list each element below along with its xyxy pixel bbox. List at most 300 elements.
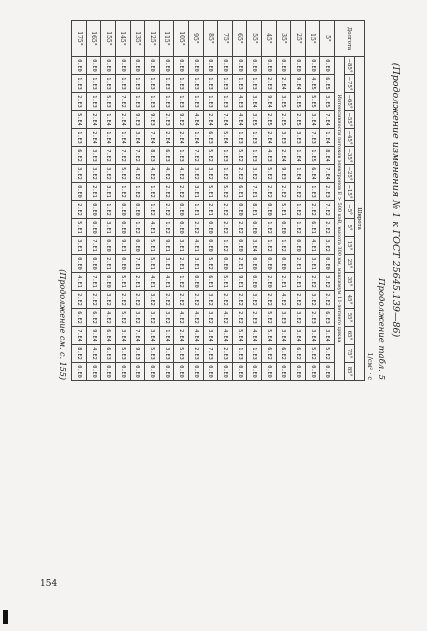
flux-cell: 3.E2 — [145, 309, 160, 327]
flux-cell: 1.E3 — [247, 345, 262, 363]
table-row — [247, 21, 262, 381]
flux-cell: 1.E5 — [305, 147, 320, 165]
latitude-cell: −55° — [346, 112, 353, 127]
flux-cell: 1.E3 — [159, 93, 174, 111]
flux-cell: 2.E3 — [218, 345, 233, 363]
flux-cell: 3.E2 — [305, 291, 320, 309]
flux-cell: 2.E2 — [291, 291, 306, 309]
flux-cell: 0.E0 — [305, 363, 320, 381]
flux-cell: 2.E2 — [159, 183, 174, 201]
flux-cell: 1.E3 — [305, 183, 320, 201]
flux-cell: 2.E2 — [72, 291, 87, 309]
flux-cell: 1.E2 — [218, 237, 233, 255]
flux-cell: 4.E2 — [145, 165, 160, 183]
longitude-header: Долгота — [335, 21, 365, 57]
flux-cell: 0.E0 — [86, 363, 101, 381]
table-row — [86, 21, 101, 381]
page-number: 154 — [40, 579, 58, 589]
flux-cell: 3.E2 — [72, 165, 87, 183]
latitude-cell: 75° — [345, 345, 355, 363]
flux-cell: 2.E3 — [159, 111, 174, 129]
table-subheader: Интенсивности потоков электронов E > 500 кэВ, высота 300 км, максимум 11-летнего цикла — [335, 57, 345, 381]
flux-cell: 2.E2 — [232, 165, 247, 183]
flux-cell: 5.E2 — [116, 309, 131, 327]
flux-cell: 0.E0 — [130, 201, 145, 219]
flux-cell: 3.E2 — [189, 165, 204, 183]
flux-cell: 0.E0 — [174, 201, 189, 219]
flux-cell: 3.E1 — [189, 183, 204, 201]
flux-cell: 0.E0 — [218, 255, 233, 273]
flux-cell: 5.E4 — [218, 129, 233, 147]
flux-cell: 5.E2 — [320, 345, 335, 363]
flux-cell: 0.E0 — [72, 183, 87, 201]
table-row — [262, 21, 277, 381]
flux-cell: 5.E1 — [276, 201, 291, 219]
flux-cell: 2.E4 — [159, 129, 174, 147]
flux-cell: 3.E4 — [130, 129, 145, 147]
flux-cell: 7.E2 — [101, 147, 116, 165]
flux-cell: 5.E3 — [174, 345, 189, 363]
flux-cell: 2.E2 — [116, 291, 131, 309]
table-row — [159, 21, 174, 381]
flux-cell: 7.E3 — [203, 345, 218, 363]
flux-cell: 9.E2 — [174, 111, 189, 129]
flux-cell: 0.E0 — [232, 363, 247, 381]
flux-cell: 5.E1 — [145, 237, 160, 255]
latitude-cell: −85° — [346, 58, 353, 73]
flux-cell: 0.E0 — [291, 363, 306, 381]
flux-cell: 0.E0 — [116, 57, 131, 75]
table-row — [203, 21, 218, 381]
flux-cell: 1.E4 — [189, 129, 204, 147]
longitude-cell: 105° — [174, 21, 189, 57]
flux-cell: 9.E1 — [116, 237, 131, 255]
flux-cell: 2.E4 — [262, 129, 277, 147]
flux-cell: 3.E4 — [320, 327, 335, 345]
flux-cell: 0.E0 — [247, 57, 262, 75]
flux-cell: 0.E0 — [72, 57, 87, 75]
flux-cell: 3.E3 — [159, 345, 174, 363]
flux-cell: 5.E2 — [232, 147, 247, 165]
flux-cell: 5.E3 — [116, 345, 131, 363]
latitude-cell: −15° — [346, 184, 353, 199]
flux-cell: 3.E2 — [320, 237, 335, 255]
flux-cell: 1.E3 — [232, 345, 247, 363]
flux-cell: 0.E0 — [232, 57, 247, 75]
longitude-cell: 45° — [262, 21, 277, 57]
flux-cell: 3.E1 — [101, 219, 116, 237]
flux-cell: 3.E1 — [189, 255, 204, 273]
flux-cell: 2.E2 — [276, 183, 291, 201]
flux-cell: 1.E4 — [101, 129, 116, 147]
flux-table — [71, 20, 365, 381]
table-body — [72, 21, 335, 381]
flux-cell: 3.E2 — [101, 165, 116, 183]
latitude-cell: 85° — [345, 363, 355, 381]
flux-cell: 3.E3 — [291, 129, 306, 147]
table-row — [320, 21, 335, 381]
flux-cell: 1.E3 — [174, 93, 189, 111]
flux-cell: 0.E0 — [262, 255, 277, 273]
flux-cell: 1.E3 — [203, 75, 218, 93]
flux-cell: 3.E5 — [276, 93, 291, 111]
flux-cell: 4.E2 — [189, 309, 204, 327]
flux-cell: 1.E3 — [232, 129, 247, 147]
flux-cell: 0.E0 — [116, 255, 131, 273]
flux-cell: 2.E2 — [232, 309, 247, 327]
flux-cell: 7.E4 — [72, 327, 87, 345]
flux-cell: 9.E3 — [130, 111, 145, 129]
flux-cell: 2.E5 — [262, 111, 277, 129]
flux-cell: 2.E2 — [232, 291, 247, 309]
flux-cell: 5.E1 — [218, 273, 233, 291]
flux-cell: 4.E2 — [101, 309, 116, 327]
flux-cell: 3.E2 — [130, 309, 145, 327]
flux-cell: 3.E4 — [145, 327, 160, 345]
flux-cell: 0.E0 — [116, 201, 131, 219]
latitude-cell: 35° — [345, 273, 355, 291]
flux-cell: 6.E2 — [86, 309, 101, 327]
flux-cell: 5.E2 — [262, 165, 277, 183]
flux-cell: 0.E0 — [174, 57, 189, 75]
flux-cell: 5.E2 — [262, 309, 277, 327]
flux-cell: 1.E4 — [291, 147, 306, 165]
flux-cell: 0.E0 — [247, 255, 262, 273]
flux-cell: 0.E0 — [130, 57, 145, 75]
flux-cell: 1.E2 — [116, 183, 131, 201]
flux-cell: 2.E2 — [174, 183, 189, 201]
flux-cell: 0.E0 — [262, 201, 277, 219]
flux-cell: 2.E4 — [116, 111, 131, 129]
flux-cell: 2.E3 — [262, 75, 277, 93]
flux-cell: 0.E0 — [232, 237, 247, 255]
flux-cell: 1.E3 — [72, 129, 87, 147]
longitude-cell: 145° — [116, 21, 131, 57]
flux-cell: 1.E2 — [291, 219, 306, 237]
flux-cell: 2.E1 — [130, 273, 145, 291]
flux-cell: 0.E0 — [101, 273, 116, 291]
flux-cell: 3.E2 — [320, 273, 335, 291]
flux-cell: 0.E0 — [116, 219, 131, 237]
flux-cell: 4.E4 — [247, 327, 262, 345]
flux-cell: 4.E1 — [159, 273, 174, 291]
flux-cell: 1.E3 — [232, 75, 247, 93]
table-row — [130, 21, 145, 381]
flux-cell: 0.E0 — [320, 255, 335, 273]
flux-cell: 4.E4 — [218, 327, 233, 345]
flux-cell: 1.E4 — [320, 129, 335, 147]
flux-cell: 2.E2 — [189, 291, 204, 309]
flux-cell: 2.E2 — [262, 183, 277, 201]
flux-cell: 2.E1 — [174, 255, 189, 273]
flux-cell: 2.E2 — [130, 291, 145, 309]
flux-cell: 0.E0 — [101, 237, 116, 255]
flux-cell: 1.E3 — [203, 93, 218, 111]
flux-cell: 1.E2 — [130, 219, 145, 237]
table-row — [101, 21, 116, 381]
flux-cell: 2.E3 — [305, 309, 320, 327]
table-continued-label: Продолжение табл. 5 — [376, 278, 386, 380]
flux-cell: 9.E3 — [276, 165, 291, 183]
unit-label: 1/см² · с — [366, 352, 374, 380]
flux-cell: 2.E1 — [203, 201, 218, 219]
longitude-cell: 95° — [189, 21, 204, 57]
flux-cell: 3.E4 — [305, 327, 320, 345]
flux-cell: 3.E1 — [305, 255, 320, 273]
flux-cell: 1.E2 — [145, 201, 160, 219]
flux-cell: 6.E3 — [203, 129, 218, 147]
flux-cell: 6.E5 — [320, 75, 335, 93]
flux-cell: 1.E2 — [276, 237, 291, 255]
flux-cell: 2.E0 — [262, 273, 277, 291]
flux-cell: 1.E2 — [101, 201, 116, 219]
flux-cell: 0.E0 — [86, 255, 101, 273]
flux-cell: 5.E2 — [305, 345, 320, 363]
flux-cell: 0.E0 — [174, 219, 189, 237]
table-row — [116, 21, 131, 381]
flux-cell: 2.E2 — [86, 291, 101, 309]
longitude-cell: 25° — [291, 21, 306, 57]
flux-cell: 1.E1 — [189, 201, 204, 219]
flux-cell: 5.E5 — [291, 93, 306, 111]
flux-cell: 1.E2 — [218, 165, 233, 183]
flux-cell: 8.E1 — [247, 201, 262, 219]
flux-cell: 6.E1 — [305, 219, 320, 237]
flux-cell: 1.E2 — [130, 183, 145, 201]
flux-cell: 0.E0 — [247, 363, 262, 381]
flux-cell: 6.E3 — [159, 147, 174, 165]
flux-cell: 9.E3 — [130, 345, 145, 363]
flux-cell: 1.E3 — [247, 129, 262, 147]
flux-cell: 1.E4 — [101, 111, 116, 129]
flux-cell: 1.E3 — [174, 147, 189, 165]
flux-cell: 5.E1 — [72, 219, 87, 237]
flux-cell: 3.E5 — [320, 93, 335, 111]
flux-cell: 2.E2 — [232, 219, 247, 237]
flux-cell: 3.E3 — [276, 129, 291, 147]
flux-cell: 7.E2 — [116, 147, 131, 165]
flux-cell: 3.E3 — [86, 147, 101, 165]
corner-mark — [3, 610, 8, 624]
flux-cell: 1.E2 — [291, 201, 306, 219]
flux-cell: 3.E2 — [203, 165, 218, 183]
flux-cell: 3.E4 — [247, 237, 262, 255]
longitude-cell: 175° — [72, 21, 87, 57]
flux-cell: 0.E0 — [203, 57, 218, 75]
flux-cell: 7.E4 — [218, 111, 233, 129]
flux-cell: 2.E2 — [189, 219, 204, 237]
flux-cell: 2.E1 — [86, 183, 101, 201]
flux-cell: 0.E0 — [291, 57, 306, 75]
flux-cell: 2.E2 — [174, 291, 189, 309]
flux-cell: 8.E2 — [72, 345, 87, 363]
flux-cell: 2.E4 — [86, 129, 101, 147]
latitude-cell: −75° — [346, 76, 353, 91]
flux-cell: 5.E5 — [305, 93, 320, 111]
flux-cell: 3.E2 — [101, 291, 116, 309]
flux-cell: 0.E0 — [320, 363, 335, 381]
flux-cell: 7.E4 — [320, 111, 335, 129]
flux-cell: 5.E1 — [145, 255, 160, 273]
flux-cell: 7.E4 — [320, 165, 335, 183]
flux-cell: 1.E3 — [189, 75, 204, 93]
flux-cell: 4.E1 — [145, 219, 160, 237]
flux-cell: 1.E3 — [145, 93, 160, 111]
flux-cell: 2.E2 — [72, 201, 87, 219]
flux-cell: 4.E3 — [232, 93, 247, 111]
flux-cell: 1.E2 — [159, 219, 174, 237]
flux-cell: 0.E0 — [130, 237, 145, 255]
flux-cell: 1.E3 — [174, 75, 189, 93]
flux-cell: 2.E1 — [291, 273, 306, 291]
flux-cell: 7.E2 — [320, 201, 335, 219]
flux-cell: 6.E2 — [291, 345, 306, 363]
flux-cell: 4.E2 — [276, 291, 291, 309]
flux-cell: 0.E0 — [189, 273, 204, 291]
flux-cell: 1.E3 — [159, 75, 174, 93]
flux-cell: 5.E4 — [232, 327, 247, 345]
flux-cell: 4.E2 — [174, 165, 189, 183]
flux-cell: 2.E4 — [174, 129, 189, 147]
page-header: (Продолжение изменения № 1 к ГОСТ 25645.139—86) — [390, 62, 401, 338]
flux-cell: 2.E3 — [72, 93, 87, 111]
longitude-cell: 35° — [276, 21, 291, 57]
flux-cell: 2.E2 — [305, 273, 320, 291]
flux-cell: 5.E4 — [262, 327, 277, 345]
table-row — [189, 21, 204, 381]
flux-cell: 2.E5 — [291, 111, 306, 129]
flux-cell: 0.E0 — [72, 255, 87, 273]
flux-cell: 0.E0 — [276, 57, 291, 75]
flux-cell: 0.E0 — [174, 363, 189, 381]
flux-cell: 9.E4 — [291, 75, 306, 93]
latitude-cell: −35° — [346, 148, 353, 163]
flux-cell: 7.E2 — [116, 93, 131, 111]
flux-cell: 4.E2 — [130, 165, 145, 183]
flux-cell: 0.E0 — [145, 57, 160, 75]
flux-cell: 0.E0 — [276, 255, 291, 273]
flux-cell: 1.E3 — [116, 75, 131, 93]
flux-cell: 3.E3 — [276, 309, 291, 327]
flux-cell: 0.E0 — [218, 57, 233, 75]
longitude-cell: 5° — [320, 21, 335, 57]
flux-cell: 2.E2 — [159, 201, 174, 219]
latitude-cell: 5° — [345, 219, 355, 237]
flux-cell: 2.E2 — [218, 291, 233, 309]
flux-cell: 6.E4 — [305, 165, 320, 183]
longitude-cell: 85° — [203, 21, 218, 57]
flux-cell: 9.E4 — [262, 93, 277, 111]
flux-cell: 7.E1 — [130, 255, 145, 273]
flux-cell: 0.E0 — [276, 219, 291, 237]
flux-cell: 3.E2 — [247, 165, 262, 183]
flux-cell: 0.E0 — [72, 363, 87, 381]
flux-cell: 3.E2 — [86, 165, 101, 183]
flux-cell: 4.E2 — [159, 165, 174, 183]
longitude-cell: 135° — [130, 21, 145, 57]
table-row — [145, 21, 160, 381]
flux-cell: 7.E4 — [130, 327, 145, 345]
flux-cell: 9.E4 — [86, 327, 101, 345]
flux-cell: 0.E0 — [203, 219, 218, 237]
flux-cell: 6.E2 — [276, 345, 291, 363]
flux-cell: 3.E2 — [145, 291, 160, 309]
flux-cell: 0.E0 — [86, 201, 101, 219]
flux-cell: 2.E4 — [174, 327, 189, 345]
flux-cell: 1.E3 — [145, 75, 160, 93]
flux-cell: 0.E0 — [189, 363, 204, 381]
table-row — [291, 21, 306, 381]
flux-cell: 6.E4 — [101, 327, 116, 345]
flux-cell: 4.E2 — [218, 309, 233, 327]
flux-cell: 1.E3 — [86, 93, 101, 111]
flux-cell: 7.E2 — [189, 147, 204, 165]
flux-cell: 0.E0 — [116, 363, 131, 381]
flux-cell: 0.E0 — [320, 57, 335, 75]
flux-cell: 5.E1 — [116, 273, 131, 291]
continuation-note: (Продолжение см. с. 155) — [58, 269, 68, 380]
flux-cell: 3.E1 — [101, 183, 116, 201]
flux-cell: 2.E4 — [86, 111, 101, 129]
flux-cell: 0.E0 — [247, 273, 262, 291]
latitude-cell: 15° — [345, 237, 355, 255]
flux-cell: 4.E2 — [174, 309, 189, 327]
flux-cell: 2.E3 — [189, 345, 204, 363]
flux-cell: 2.E2 — [218, 219, 233, 237]
flux-cell: 3.E2 — [203, 309, 218, 327]
flux-cell: 3.E1 — [174, 237, 189, 255]
flux-cell: 2.E2 — [262, 291, 277, 309]
flux-cell: 1.E3 — [247, 75, 262, 93]
flux-cell: 0.E0 — [159, 363, 174, 381]
flux-cell: 6.E3 — [101, 345, 116, 363]
flux-cell: 5.E2 — [203, 147, 218, 165]
flux-cell: 2.E1 — [276, 273, 291, 291]
table-row — [174, 21, 189, 381]
flux-cell: 0.E0 — [159, 57, 174, 75]
flux-cell: 9.E1 — [232, 273, 247, 291]
flux-cell: 3.E2 — [159, 309, 174, 327]
flux-cell: 3.E4 — [276, 327, 291, 345]
flux-cell: 0.E0 — [101, 57, 116, 75]
flux-cell: 8.E3 — [145, 147, 160, 165]
table-row — [276, 21, 291, 381]
flux-cell: 4.E4 — [232, 111, 247, 129]
flux-cell: 1.E2 — [262, 237, 277, 255]
flux-cell: 3.E2 — [247, 291, 262, 309]
flux-cell: 3.E2 — [291, 309, 306, 327]
flux-cell: 2.E1 — [232, 255, 247, 273]
flux-cell: 6.E3 — [320, 309, 335, 327]
flux-cell: 0.E0 — [218, 363, 233, 381]
flux-cell: 2.E4 — [276, 75, 291, 93]
flux-cell: 7.E2 — [130, 147, 145, 165]
flux-cell: 1.E3 — [130, 93, 145, 111]
flux-cell: 2.E1 — [291, 255, 306, 273]
flux-cell: 1.E4 — [159, 327, 174, 345]
flux-cell: 3.E4 — [116, 327, 131, 345]
longitude-cell: 165° — [86, 21, 101, 57]
flux-cell: 0.E0 — [203, 363, 218, 381]
flux-cell: 9.E1 — [159, 237, 174, 255]
latitude-header: Широта — [355, 57, 365, 381]
table-row — [305, 21, 320, 381]
flux-cell: 2.E4 — [203, 111, 218, 129]
flux-cell: 1.E3 — [86, 75, 101, 93]
flux-cell: 4.E2 — [86, 345, 101, 363]
flux-cell: 5.E2 — [203, 255, 218, 273]
flux-cell: 1.E3 — [130, 75, 145, 93]
